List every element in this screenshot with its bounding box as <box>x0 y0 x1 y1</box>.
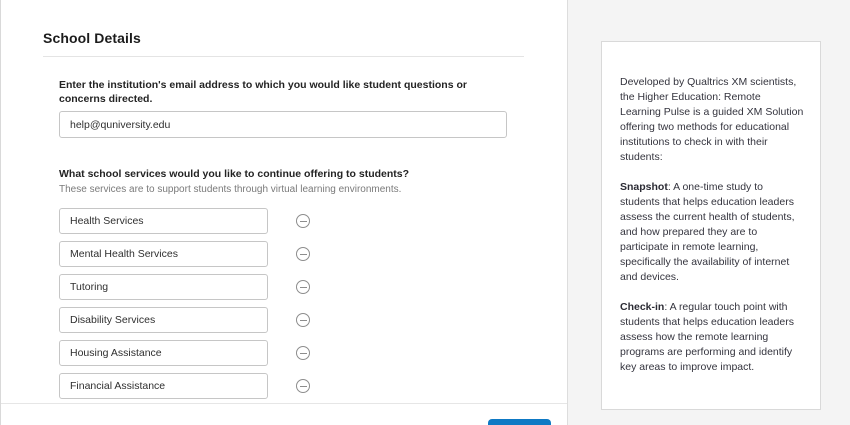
services-question-subtitle: These services are to support students through virtual learning environments. <box>59 184 402 195</box>
next-button[interactable] <box>488 419 551 425</box>
info-intro: Developed by Qualtrics XM scientists, the Higher Education: Remote Learning Pulse is a guided XM Solution offering two methods for educational institutions to check in with their students: <box>620 76 804 163</box>
remove-service-button[interactable] <box>295 279 311 295</box>
title-divider <box>43 56 524 57</box>
service-row <box>59 340 311 366</box>
service-row <box>59 373 311 399</box>
info-panel <box>567 0 850 425</box>
service-input[interactable] <box>59 373 268 399</box>
minus-circle-icon <box>296 346 310 360</box>
service-row <box>59 274 311 300</box>
minus-circle-icon <box>296 280 310 294</box>
info-snapshot <box>620 180 804 285</box>
service-input[interactable] <box>59 340 268 366</box>
minus-circle-icon <box>296 313 310 327</box>
remove-service-button[interactable] <box>295 312 311 328</box>
footer-divider <box>1 403 568 404</box>
email-input[interactable] <box>59 111 507 138</box>
minus-circle-icon <box>296 247 310 261</box>
remove-service-button[interactable] <box>295 213 311 229</box>
service-input[interactable] <box>59 208 268 234</box>
info-card <box>601 41 821 410</box>
services-list <box>59 208 311 406</box>
minus-circle-icon <box>296 214 310 228</box>
info-snapshot-text: : A one-time study to students that helps education leaders assess the current health of students, and how prepared they are to participate in remote learning, specifically the availability of internet and devices. <box>620 181 795 283</box>
service-input[interactable] <box>59 241 268 267</box>
service-input[interactable] <box>59 307 268 333</box>
minus-circle-icon <box>296 379 310 393</box>
info-checkin-lead: Check-in <box>620 301 665 313</box>
info-checkin <box>620 300 804 375</box>
services-question-label: What school services would you like to continue offering to students? <box>59 168 410 180</box>
info-checkin-text: : A regular touch point with students that helps education leaders assess how the remote learning programs are performing and identify key areas to improve impact. <box>620 301 794 373</box>
service-input[interactable] <box>59 274 268 300</box>
remove-service-button[interactable] <box>295 378 311 394</box>
service-row <box>59 307 311 333</box>
service-row <box>59 208 311 234</box>
service-row <box>59 241 311 267</box>
remove-service-button[interactable] <box>295 246 311 262</box>
info-snapshot-lead: Snapshot <box>620 181 668 193</box>
remove-service-button[interactable] <box>295 345 311 361</box>
email-question-label: Enter the institution's email address to which you would like student questions or concerns directed. <box>59 79 467 105</box>
page-title: School Details <box>43 30 141 46</box>
